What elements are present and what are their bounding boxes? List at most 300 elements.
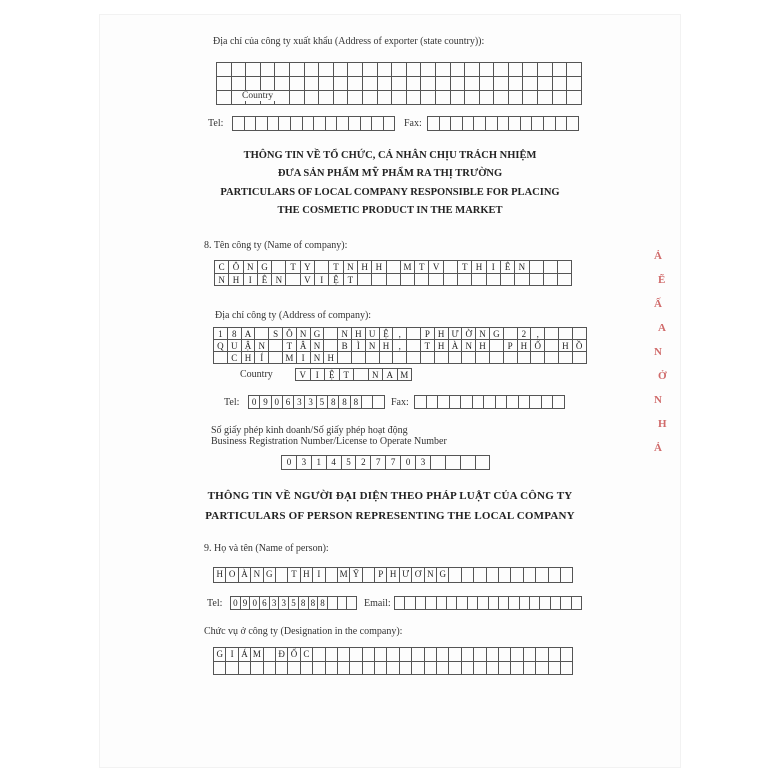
char-box: T [329,261,343,274]
char-box: , [393,340,407,352]
char-box: , [393,328,407,340]
char-box [559,328,573,340]
char-box [489,597,499,610]
license-number-grid[interactable] [281,455,490,470]
person-email-grid[interactable] [394,596,582,610]
license-label-en: Business Registration Number/License to Operate Number [211,436,447,447]
char-box [549,662,561,676]
char-box [290,91,305,105]
char-box [480,63,495,77]
char-box [561,568,573,583]
char-box: M [283,352,297,364]
char-box [354,369,369,381]
char-box: 6 [283,396,294,409]
char-box: O [226,568,238,583]
char-box [558,274,572,287]
char-box [425,648,437,662]
char-box [494,77,509,91]
char-box: Ậ [242,340,256,352]
char-box: Á [239,648,251,662]
char-box [509,63,524,77]
char-box [458,274,472,287]
char-box [256,117,268,131]
company-tel-grid[interactable] [248,395,385,409]
char-box: 8 [328,396,339,409]
char-box [290,77,305,91]
char-box [326,117,338,131]
char-box [269,352,283,364]
char-box [511,662,523,676]
char-box: T [344,274,358,287]
char-box [358,274,372,287]
char-box [473,396,485,409]
char-box: 0 [272,396,283,409]
char-box: Ư [400,568,412,583]
char-box: 7 [371,456,386,470]
char-box: T [286,261,300,274]
char-box: G [437,568,449,583]
char-box [334,63,349,77]
char-box [515,274,529,287]
char-box: 3 [279,597,289,610]
char-box [572,597,582,610]
char-box [378,77,393,91]
char-box [462,648,474,662]
char-box: V [301,274,315,287]
char-box [556,117,568,131]
char-box: N [462,340,476,352]
char-box [531,352,545,364]
char-box [437,597,447,610]
char-box [217,77,232,91]
char-box: 8 [339,396,350,409]
char-box: G [490,328,504,340]
char-box [524,662,536,676]
char-box [291,117,303,131]
char-box: Ê [501,261,515,274]
designation-label: Chức vụ ở công ty (Designation in the company): [204,626,403,637]
char-box [275,77,290,91]
char-box [440,117,452,131]
char-box [536,662,548,676]
char-box [538,63,553,77]
char-box [326,568,338,583]
char-box: Ì [352,340,366,352]
stamp-char: A [658,322,666,334]
char-box: 9 [241,597,251,610]
char-box [436,77,451,91]
char-box [246,77,261,91]
char-box [363,662,375,676]
char-box [549,648,561,662]
char-box [476,456,491,470]
char-box [233,117,245,131]
company-country-grid[interactable] [295,368,412,381]
char-box: N [338,328,352,340]
char-box [384,117,396,131]
char-box [401,274,415,287]
char-box: S [269,328,283,340]
char-box [451,117,463,131]
char-box: H [518,340,532,352]
char-box: N [369,369,384,381]
char-box [524,648,536,662]
char-box: N [215,274,229,287]
char-box [474,662,486,676]
char-box [461,396,473,409]
char-box: 8 [228,328,242,340]
person-tel-grid[interactable] [230,596,357,610]
char-box: N [244,261,258,274]
char-box [530,597,540,610]
char-box [501,274,515,287]
char-box [305,77,320,91]
char-box: Ỹ [350,568,362,583]
char-box: H [380,340,394,352]
char-box: M [401,261,415,274]
char-box: G [258,261,272,274]
char-box [509,77,524,91]
char-box: H [324,352,338,364]
char-box: Ô [229,261,243,274]
char-box: H [559,340,573,352]
char-box [314,117,326,131]
char-box [245,117,257,131]
person-email-label: Email: [364,598,391,609]
char-box: N [425,568,437,583]
char-box: G [214,648,226,662]
exporter-tel-grid[interactable] [232,116,395,131]
char-box [415,396,427,409]
char-box [261,63,276,77]
char-box: Ồ [573,340,587,352]
char-box [286,274,300,287]
char-box [214,662,226,676]
char-box: 1 [312,456,327,470]
char-box: C [301,648,313,662]
stamp-fragment [652,250,680,480]
local-heading-line-3: PARTICULARS OF LOCAL COMPANY RESPONSIBLE FOR PLACING [220,187,560,198]
char-box [567,63,582,77]
person-name-grid[interactable] [213,567,573,583]
exporter-fax-label: Fax: [404,118,422,129]
char-box: H [472,261,486,274]
char-box [378,63,393,77]
char-box [494,63,509,77]
char-box: H [242,352,256,364]
person-name-label: 9. Họ và tên (Name of person): [204,543,329,554]
char-box [334,77,349,91]
char-box: Ệ [380,328,394,340]
char-box [349,117,361,131]
char-box [412,648,424,662]
char-box [363,77,378,91]
char-box: M [251,648,263,662]
char-box [313,648,325,662]
char-box [214,352,228,364]
char-box [363,63,378,77]
char-box [407,328,421,340]
char-box: N [297,328,311,340]
local-heading-line-2: ĐƯA SẢN PHẨM MỸ PHẨM RA THỊ TRƯỜNG [277,168,503,179]
char-box: H [476,340,490,352]
company-fax-grid[interactable] [414,395,565,409]
char-box: 5 [342,456,357,470]
char-box [303,117,315,131]
company-name-label: 8. Tên công ty (Name of company): [204,240,348,251]
char-box [372,117,384,131]
char-box [421,352,435,364]
char-box [480,91,495,105]
exporter-fax-grid[interactable] [427,116,579,131]
char-box [269,340,283,352]
designation-grid[interactable] [213,647,573,675]
char-box [350,662,362,676]
char-box [545,328,559,340]
char-box: Â [297,340,311,352]
char-box [532,117,544,131]
char-box [264,648,276,662]
char-box [363,568,375,583]
char-box [279,117,291,131]
char-box [520,597,530,610]
char-box: 9 [260,396,271,409]
char-box: A [242,328,256,340]
char-box [268,117,280,131]
char-box: H [372,261,386,274]
char-box [416,597,426,610]
char-box [462,568,474,583]
company-address-grid[interactable] [213,327,587,364]
char-box: 8 [318,597,328,610]
local-heading-line-1: THÔNG TIN VỀ TỔ CHỨC, CÁ NHÂN CHỊU TRÁCH NHIỆM [243,150,537,161]
char-box [437,648,449,662]
char-box [451,63,466,77]
char-box [451,77,466,91]
char-box [305,63,320,77]
char-box [407,91,422,105]
char-box: Ô [283,328,297,340]
char-box [407,340,421,352]
char-box: I [297,352,311,364]
char-box [319,77,334,91]
char-box: 8 [309,597,319,610]
char-box [490,352,504,364]
char-box [496,396,508,409]
char-box [392,63,407,77]
char-box [538,91,553,105]
local-heading-line-4: THE COSMETIC PRODUCT IN THE MARKET [277,205,503,216]
char-box: G [264,568,276,583]
char-box: 2 [356,456,371,470]
char-box [261,77,276,91]
exporter-address-label: Địa chỉ của công ty xuất khẩu (Address of exporter (state country)): [213,36,485,47]
char-box: I [313,568,325,583]
char-box: Ờ [462,328,476,340]
char-box [276,662,288,676]
char-box [499,648,511,662]
char-box: 0 [282,456,297,470]
char-box [405,597,415,610]
char-box [530,396,542,409]
char-box [559,352,573,364]
char-box [450,396,462,409]
char-box [509,597,519,610]
char-box: 3 [270,597,280,610]
company-name-grid[interactable] [214,260,572,286]
char-box [338,648,350,662]
char-box [338,597,348,610]
company-address-label: Địa chỉ công ty (Address of company): [215,310,372,321]
char-box: H [358,261,372,274]
char-box [387,274,401,287]
char-box [407,352,421,364]
char-box: H [229,274,243,287]
char-box: , [531,328,545,340]
char-box [361,117,373,131]
char-box [549,568,561,583]
char-box [523,77,538,91]
char-box [524,568,536,583]
char-box [288,662,300,676]
char-box [553,396,565,409]
char-box [462,352,476,364]
char-box [499,662,511,676]
char-box: Í [255,352,269,364]
char-box [451,91,466,105]
char-box: T [415,261,429,274]
char-box: N [515,261,529,274]
char-box: 3 [294,396,305,409]
char-box [313,662,325,676]
char-box: P [421,328,435,340]
char-box [373,396,384,409]
char-box [573,352,587,364]
char-box [276,568,288,583]
char-box [536,568,548,583]
char-box: Y [301,261,315,274]
char-box: C [215,261,229,274]
char-box [366,352,380,364]
char-box [449,648,461,662]
char-box [444,261,458,274]
char-box [553,63,568,77]
char-box: Đ [276,648,288,662]
char-box: N [344,261,358,274]
char-box [290,63,305,77]
char-box [387,261,401,274]
char-box [246,63,261,77]
char-box: H [435,328,449,340]
char-box [372,274,386,287]
char-box: H [352,328,366,340]
char-box [421,91,436,105]
char-box: Ơ [412,568,424,583]
char-box [463,117,475,131]
char-box [542,396,554,409]
char-box: 0 [250,597,260,610]
char-box: T [458,261,472,274]
char-box [465,63,480,77]
char-box [407,77,422,91]
char-box [438,396,450,409]
stamp-char: H [658,418,667,430]
char-box: P [375,568,387,583]
char-box [449,568,461,583]
char-box: H [301,568,313,583]
char-box [519,396,531,409]
char-box [427,396,439,409]
char-box: V [429,261,443,274]
char-box: T [283,340,297,352]
char-box [431,456,446,470]
char-box: V [296,369,311,381]
char-box [350,648,362,662]
char-box: U [366,328,380,340]
char-box: I [226,648,238,662]
char-box [499,597,509,610]
char-box: 8 [299,597,309,610]
char-box: T [421,340,435,352]
char-box [232,77,247,91]
char-box [461,456,476,470]
char-box: 7 [386,456,401,470]
char-box [387,662,399,676]
char-box [462,662,474,676]
char-box [251,662,263,676]
char-box [561,662,573,676]
char-box [484,396,496,409]
char-box [272,261,286,274]
char-box: T [340,369,355,381]
stamp-char: Ở [658,370,667,382]
char-box [468,597,478,610]
char-box [536,648,548,662]
char-box: Ê [258,274,272,287]
char-box [446,456,461,470]
char-box: À [239,568,251,583]
char-box [326,662,338,676]
license-label-vi: Số giấy phép kinh doanh/Số giấy phép hoạt động [211,425,408,436]
char-box [395,597,405,610]
char-box [436,91,451,105]
char-box [380,352,394,364]
char-box: I [244,274,258,287]
stamp-char: N [654,346,662,358]
person-tel-label: Tel: [207,598,223,609]
char-box [435,352,449,364]
exporter-country-label: Country [242,91,274,101]
char-box [392,77,407,91]
char-box: T [288,568,300,583]
char-box [474,648,486,662]
char-box [348,63,363,77]
char-box [567,91,582,105]
stamp-char: N [654,394,662,406]
stamp-char: Ả [654,442,662,454]
char-box: 5 [317,396,328,409]
char-box [348,77,363,91]
char-box [421,63,436,77]
char-box: H [214,568,226,583]
char-box [530,274,544,287]
char-box: 0 [249,396,260,409]
char-box [375,648,387,662]
char-box [474,568,486,583]
exporter-tel-label: Tel: [208,118,224,129]
char-box [338,352,352,364]
char-box [499,568,511,583]
